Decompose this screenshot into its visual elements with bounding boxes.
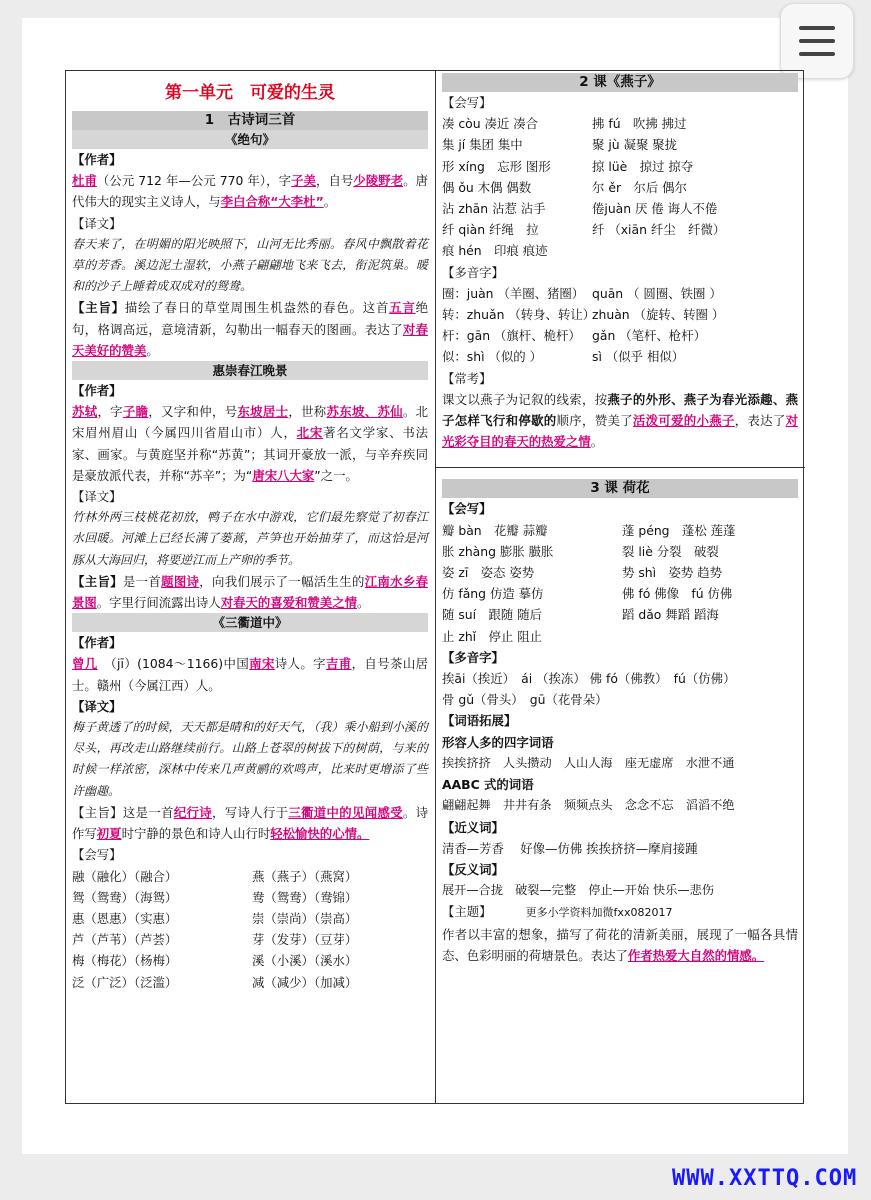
promo-note: 更多小学资料加微fxx082017: [525, 906, 673, 920]
vocab-item: 燕（燕子）（燕窝）: [252, 868, 358, 884]
vocabulary-grid: [72, 866, 428, 993]
author-paragraph: 苏轼，字子瞻，又字和仲，号东坡居士，世称苏东坡、苏仙。北宋眉州眉山（今属四川省眉山市）人，北宋著名文学家、书法家、画家。与黄庭坚并称“苏黄”；其词开豪放一派，与辛弃疾同是豪放派代表，并称“苏辛”；为“唐宋八大家”之一。: [72, 404, 429, 483]
right-column: [442, 71, 798, 966]
word-list: 翩翩起舞 井井有条 频频点头 念念不忘 滔滔不绝: [442, 798, 735, 813]
vocab-item: 纤 qiàn 纤绳 拉: [442, 222, 539, 238]
poem-title: 《绝句》: [72, 130, 428, 149]
theme-paragraph: 【主旨】这是一首纪行诗，写诗人行于三衢道中的见闻感受。诗作写初夏时宁静的景色和诗人山行时轻松愉快的心情。: [72, 804, 429, 842]
word-list: 挨挨挤挤 人头攒动 人山人海 座无虚席 水泄不通: [442, 755, 735, 770]
site-watermark: WWW.XXTTQ.COM: [672, 1166, 858, 1191]
poem-title: 惠崇春江晚景: [72, 361, 428, 380]
vocab-item: 崇（崇尚）（崇高）: [252, 910, 358, 926]
theme-heading-row: 【主题】 更多小学资料加微fxx082017: [442, 904, 673, 920]
section-heading: 【会写】: [442, 95, 492, 110]
section-heading: 【常考】: [442, 370, 492, 386]
section-heading: 【词语拓展】: [442, 713, 517, 729]
vocab-item: 瓣 bàn 花瓣 蒜瓣: [442, 522, 548, 538]
vocabulary-grid: [442, 520, 798, 647]
polyphone-item: 杆：gān （旗杆、桅杆）: [442, 328, 581, 344]
vocab-item: 拂 fú 吹拂 拂过: [592, 116, 687, 132]
vocab-item: 鸯（鸳鸯）（鸯锦）: [252, 889, 358, 905]
word-list: 展开—合拢 破裂—完整 停止—开始 快乐—悲伤: [442, 883, 714, 898]
column-divider: [435, 71, 436, 1103]
polyphone-item: gǎn （笔杆、枪杆）: [592, 328, 706, 344]
section-heading: 【近义词】: [442, 819, 504, 835]
vocab-item: 梅（梅花）（杨梅）: [72, 953, 178, 969]
theme-paragraph: 作者以丰富的想象，描写了荷花的清新美丽，展现了一幅各具情态、色彩明丽的荷塘景色。表达了作者热爱大自然的情感。: [442, 926, 798, 963]
vocab-item: 减（减少）（加减）: [252, 974, 358, 990]
polyphone-item: zhuàn （旋转、转圈 ）: [592, 307, 725, 323]
vocabulary-grid: [442, 113, 798, 261]
vocab-item: 泛（广泛）（泛滥）: [72, 974, 178, 990]
polyphone-item: sì （似乎 相似）: [592, 349, 685, 365]
left-column: [72, 71, 428, 993]
vocab-item: 裂 liè 分裂 破裂: [622, 543, 719, 559]
vocab-item: 胀 zhàng 膨胀 臌胀: [442, 543, 554, 559]
section-heading: 【作者】: [72, 635, 122, 651]
section-heading: 【作者】: [72, 152, 122, 167]
vocab-item: 沾 zhān 沾惹 沾手: [442, 201, 546, 217]
theme-paragraph: 【主旨】描绘了春日的草堂周围生机盎然的春色。这首五言绝句，格调高远，意境清新，勾勒出一幅春天的图画。表达了对春天美好的赞美。: [72, 300, 429, 358]
polyphone-grid: [442, 283, 798, 368]
vocab-item: 溪（小溪）（溪水）: [252, 953, 358, 969]
lesson-title: 2 课《燕子》: [442, 73, 798, 92]
vocab-item: 纤 （xiān 纤尘 纤微）: [592, 222, 726, 238]
study-sheet: [65, 70, 804, 1104]
author-paragraph: 曾几 （jī）(1084～1166)中国南宋诗人。字吉甫，自号茶山居士。赣州（今属江西）人。: [72, 656, 429, 693]
section-heading: 【译文】: [72, 698, 122, 714]
vocab-item: 惠（恩惠）（实惠）: [72, 910, 178, 926]
vocab-item: [592, 240, 798, 261]
menu-button[interactable]: [780, 3, 854, 79]
vocab-item: 止 zhǐ 停止 阻止: [442, 628, 543, 644]
vocab-item: 掠 lüè 掠过 掠夺: [592, 158, 694, 174]
section-heading: 【会写】: [72, 847, 122, 863]
polyphone-item: 似：shì （似的 ）: [442, 349, 542, 365]
vocab-item: [622, 626, 798, 647]
polyphone-item: 圈：juàn （羊圈、猪圈）: [442, 285, 585, 301]
hamburger-menu-icon: [799, 26, 835, 30]
word-list: 清香—芳香 好像—仿佛 挨挨挤挤—摩肩接踵: [442, 840, 698, 856]
section-heading: 【译文】: [72, 489, 122, 505]
section-heading: 【反义词】: [442, 861, 504, 877]
vocab-item: 尔 ěr 尔后 偶尔: [592, 179, 687, 195]
polyphone-line: 骨 gǔ（骨头） gū（花骨朵）: [442, 692, 608, 708]
vocab-item: 形 xíng 忘形 图形: [442, 158, 551, 174]
polyphone-item: quān （ 圆圈、铁圈 ）: [592, 285, 722, 301]
vocab-item: 芽（发芽）（豆芽）: [252, 932, 358, 948]
vocab-item: 凑 còu 凑近 凑合: [442, 116, 539, 132]
translation-paragraph: 梅子黄透了的时候，天天都是晴和的好天气，（我）乘小船到小溪的尽头，再改走山路继续前行。山路上苍翠的树拔下的树荫，与来的时候一样浓密，深林中传来几声黄鹂的欢鸣声，比来时更增添了些许幽趣。: [72, 720, 428, 798]
translation-paragraph: 竹林外两三枝桃花初放，鸭子在水中游戏，它们最先察觉了初春江水回暖。河滩上已经长满了蒌蒿，芦笋也开始抽芽了，而这恰是河豚从大海回归，将要逆江而上产卵的季节。: [72, 510, 428, 567]
vocab-item: 偶 ǒu 木偶 偶数: [442, 179, 532, 195]
vocab-item: 集 jí 集团 集中: [442, 137, 523, 153]
polyphone-item: 转：zhuǎn （转身、转让）: [442, 307, 596, 323]
section-heading: 【多音字】: [442, 264, 504, 280]
subheading: AABC 式的词语: [442, 777, 534, 793]
exam-paragraph: 课文以燕子为记叙的线索，按燕子的外形、燕子为春光添趣、燕子怎样飞行和停歇的顺序，赞美了活泼可爱的小燕子，表达了对光彩夺目的春天的热爱之情。: [442, 391, 799, 450]
polyphone-line: 挨āi（挨近） ái （挨冻） 佛 fó（佛教） fú（仿佛）: [442, 671, 736, 687]
vocab-item: 势 shì 姿势 趋势: [622, 565, 722, 581]
vocab-item: 蓬 péng 蓬松 莲蓬: [622, 522, 736, 538]
section-heading: 【译文】: [72, 215, 122, 231]
vocab-item: 姿 zī 姿态 姿势: [442, 565, 535, 581]
vocab-item: 融（融化）（融合）: [72, 868, 178, 884]
section-heading: 【作者】: [72, 383, 122, 399]
vocab-item: 聚 jù 凝聚 聚拢: [592, 137, 678, 153]
vocab-item: 倦juàn 厌 倦 诲人不倦: [592, 201, 718, 217]
translation-paragraph: 春天来了，在明媚的阳光映照下，山河无比秀丽。春风中飘散着花草的芳香。溪边泥土湿软，小燕子翩翩地飞来飞去，衔泥筑巢。暖和的沙子上睡着成双成对的鸳鸯。: [72, 236, 428, 294]
vocab-item: 痕 hén 印痕 痕迹: [442, 243, 548, 259]
vocab-item: 仿 fǎng 仿造 摹仿: [442, 586, 544, 602]
vocab-item: 芦（芦苇）（芦荟）: [72, 932, 178, 948]
vocab-item: 蹈 dǎo 舞蹈 蹈海: [622, 607, 719, 623]
vocab-item: 鸳（鸳鸯）（海鸳）: [72, 889, 178, 905]
subheading: 形容人多的四字词语: [442, 734, 554, 750]
vocab-item: 佛 fó 佛像 fú 仿佛: [622, 586, 733, 602]
lesson-title: 1 古诗词三首: [72, 111, 428, 130]
author-paragraph: 杜甫（公元 712 年—公元 770 年），字子美，自号少陵野老。唐代伟大的现实主义诗人，与李白合称“大李杜”。: [72, 173, 429, 210]
vocab-item: 随 suí 跟随 随后: [442, 607, 542, 623]
lesson-title: 3 课 荷花: [442, 479, 798, 498]
unit-title: 第一单元 可爱的生灵: [165, 83, 335, 103]
section-heading: 【会写】: [442, 501, 492, 517]
section-heading: 【多音字】: [442, 649, 504, 665]
theme-paragraph: 【主旨】是一首题图诗，向我们展示了一幅活生生的江南水乡春景图。字里行间流露出诗人对春天的喜爱和赞美之情。: [72, 573, 429, 611]
poem-title: 《三衢道中》: [72, 613, 428, 632]
